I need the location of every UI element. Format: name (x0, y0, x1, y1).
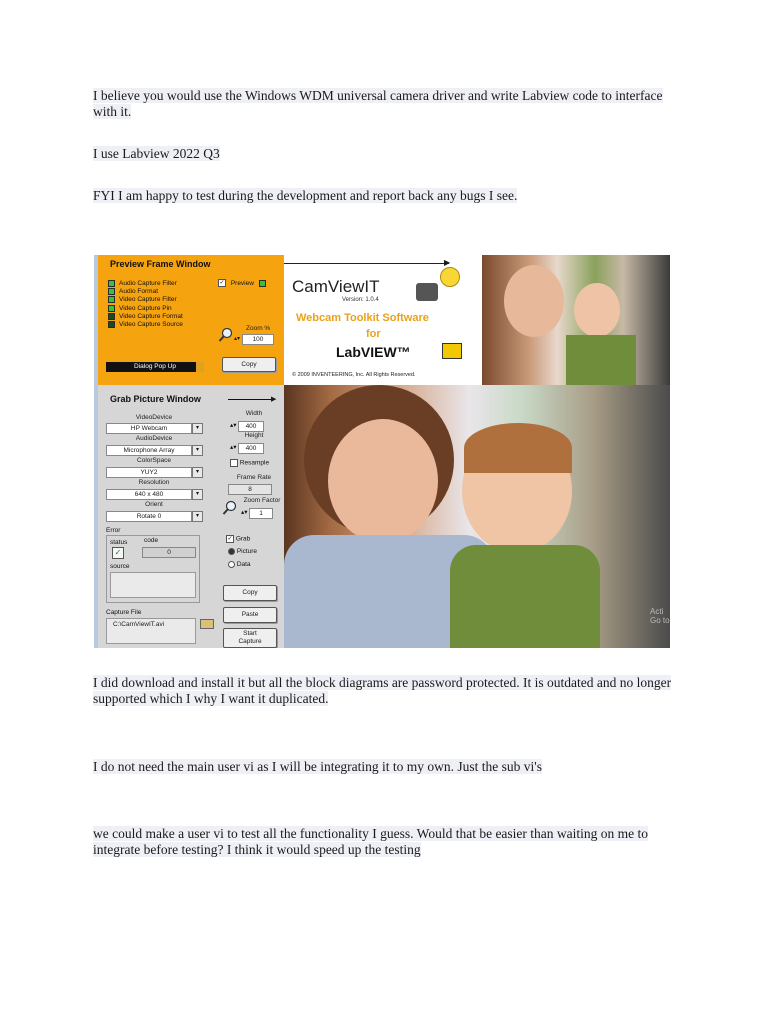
color-space-label: ColorSpace (137, 457, 171, 464)
dropdown-icon[interactable]: ▾ (192, 511, 203, 522)
arrow-icon: ▶ (271, 396, 277, 403)
grab-photo (284, 385, 670, 648)
code-field: 0 (142, 547, 196, 558)
width-label: Width (245, 410, 263, 417)
video-device-label: VideoDevice (135, 414, 173, 421)
led-icon (108, 313, 115, 320)
filter-item[interactable]: Video Capture Filter (108, 296, 183, 304)
hair-baby (464, 423, 572, 473)
grab-title: Grab Picture Window (110, 394, 201, 404)
orient-select[interactable]: Rotate 0 (106, 511, 192, 522)
preview-photo (482, 255, 670, 385)
zoom-factor-stepper[interactable]: ▴▾ (241, 509, 248, 516)
orient-label: Orient (145, 501, 163, 508)
led-icon (108, 280, 115, 287)
filter-list (108, 280, 183, 329)
labview-icon (442, 343, 462, 359)
dialog-popup-select[interactable]: Dialog Pop Up (106, 362, 204, 372)
filter-item[interactable]: Video Capture Pin (108, 305, 183, 313)
paragraph-5: I do not need the main user vi as I will be integrating it to my own. Just the sub vi's (93, 759, 542, 774)
filter-item[interactable]: Audio Format (108, 288, 183, 296)
source-field (110, 572, 196, 598)
smiley-icon (440, 267, 460, 287)
baby-shirt (566, 335, 636, 385)
grab-checkbox[interactable]: ✓ Grab (227, 535, 251, 543)
led-icon (259, 280, 266, 287)
paragraph-2: I use Labview 2022 Q3 (93, 146, 220, 161)
logo-copyright: © 2009 INVENTEERING, Inc. All Rights Reserved. (292, 372, 416, 378)
audio-device-label: AudioDevice (135, 435, 173, 442)
led-icon (108, 288, 115, 295)
face-woman (328, 419, 438, 543)
filter-item[interactable]: Audio Capture Filter (108, 280, 183, 288)
radio-icon (228, 548, 235, 555)
zoom-stepper[interactable]: ▴▾ (234, 336, 241, 342)
filter-item[interactable]: Video Capture Source (108, 321, 183, 329)
grab-panel (98, 385, 284, 648)
status-check-icon: ✓ (112, 547, 124, 559)
width-field[interactable]: 400 (238, 421, 264, 432)
dropdown-icon[interactable]: ▾ (192, 423, 203, 434)
folder-icon[interactable] (200, 619, 214, 629)
checkbox-icon: ✓ (219, 280, 225, 286)
resolution-label: Resolution (138, 479, 170, 486)
capture-file-label: Capture File (106, 609, 142, 616)
paste-button[interactable]: Paste (223, 607, 277, 623)
camera-icon (416, 283, 438, 301)
led-icon (108, 305, 115, 312)
preview-copy-button[interactable]: Copy (222, 357, 276, 372)
code-label: code (144, 537, 159, 544)
logo-version: Version: 1.0.4 (342, 297, 379, 303)
resolution-select[interactable]: 640 x 480 (106, 489, 192, 500)
dropdown-icon[interactable]: ▾ (192, 467, 203, 478)
embedded-screenshot (94, 255, 670, 648)
video-device-select[interactable]: HP Webcam (106, 423, 192, 434)
logo-tagline: Webcam Toolkit Software (296, 312, 429, 324)
color-space-select[interactable]: YUY2 (106, 467, 192, 478)
logo-panel (284, 255, 482, 385)
paragraph-6: we could make a user vi to test all the functionality I guess. Would that be easier than waiting on me to integrate before testing? I think it would speed up the testing (93, 826, 649, 857)
zoom-label: Zoom % (246, 325, 271, 332)
error-label: Error (106, 527, 121, 534)
dialog-dropdown-icon[interactable] (196, 362, 204, 372)
data-radio[interactable]: Data (228, 561, 251, 569)
zoom-factor-field[interactable]: 1 (249, 508, 273, 519)
picture-radio[interactable]: Picture (228, 548, 257, 556)
led-icon (108, 321, 115, 328)
dropdown-icon[interactable]: ▾ (192, 445, 203, 456)
filter-item[interactable]: Video Capture Format (108, 313, 183, 321)
activation-watermark: Acti Go to (650, 607, 670, 625)
status-label: status (110, 539, 128, 546)
arrow-icon: ▶ (444, 258, 451, 267)
checkbox-icon: ✓ (227, 536, 233, 542)
paragraph-4: I did download and install it but all the block diagrams are password protected. It is outdated and no longer supported which I why I want it duplicated. (93, 675, 672, 706)
baby-shirt (450, 545, 600, 648)
dropdown-icon[interactable]: ▾ (192, 489, 203, 500)
preview-checkbox[interactable]: ✓ Preview (218, 279, 270, 288)
start-capture-button[interactable]: Start Capture (223, 628, 277, 648)
face-woman (504, 265, 564, 337)
arrow-line (228, 399, 274, 400)
radio-icon (228, 561, 235, 568)
magnifier-icon (222, 500, 238, 516)
face-baby (574, 283, 620, 337)
logo-tagline-for: for (366, 328, 381, 340)
labview-logo: LabVIEW™ (336, 344, 411, 360)
capture-file-field[interactable]: C:\CamViewIT.avi (106, 618, 196, 644)
led-icon (108, 296, 115, 303)
frame-rate-field: 8 (228, 484, 272, 495)
grab-copy-button[interactable]: Copy (223, 585, 277, 601)
magnifier-icon (218, 327, 234, 343)
arrow-line (284, 263, 449, 264)
logo-name: CamViewIT (292, 277, 380, 296)
frame-rate-label: Frame Rate (236, 474, 272, 481)
zoom-field[interactable]: 100 (242, 334, 274, 345)
zoom-factor-label: Zoom Factor (243, 497, 281, 504)
paragraph-3: FYI I am happy to test during the development and report back any bugs I see. (93, 188, 518, 203)
height-label: Height (244, 432, 264, 439)
audio-device-select[interactable]: Microphone Array (106, 445, 192, 456)
source-label: source (110, 563, 130, 570)
preview-title: Preview Frame Window (110, 259, 211, 269)
height-stepper[interactable]: ▴▾ (230, 444, 237, 451)
preview-panel (98, 255, 284, 385)
resample-checkbox[interactable]: Resample (230, 459, 269, 468)
checkbox-icon (230, 459, 238, 467)
paragraph-1: I believe you would use the Windows WDM universal camera driver and write Labview code to interface with it. (93, 88, 663, 119)
width-stepper[interactable]: ▴▾ (230, 422, 237, 429)
height-field[interactable]: 400 (238, 443, 264, 454)
